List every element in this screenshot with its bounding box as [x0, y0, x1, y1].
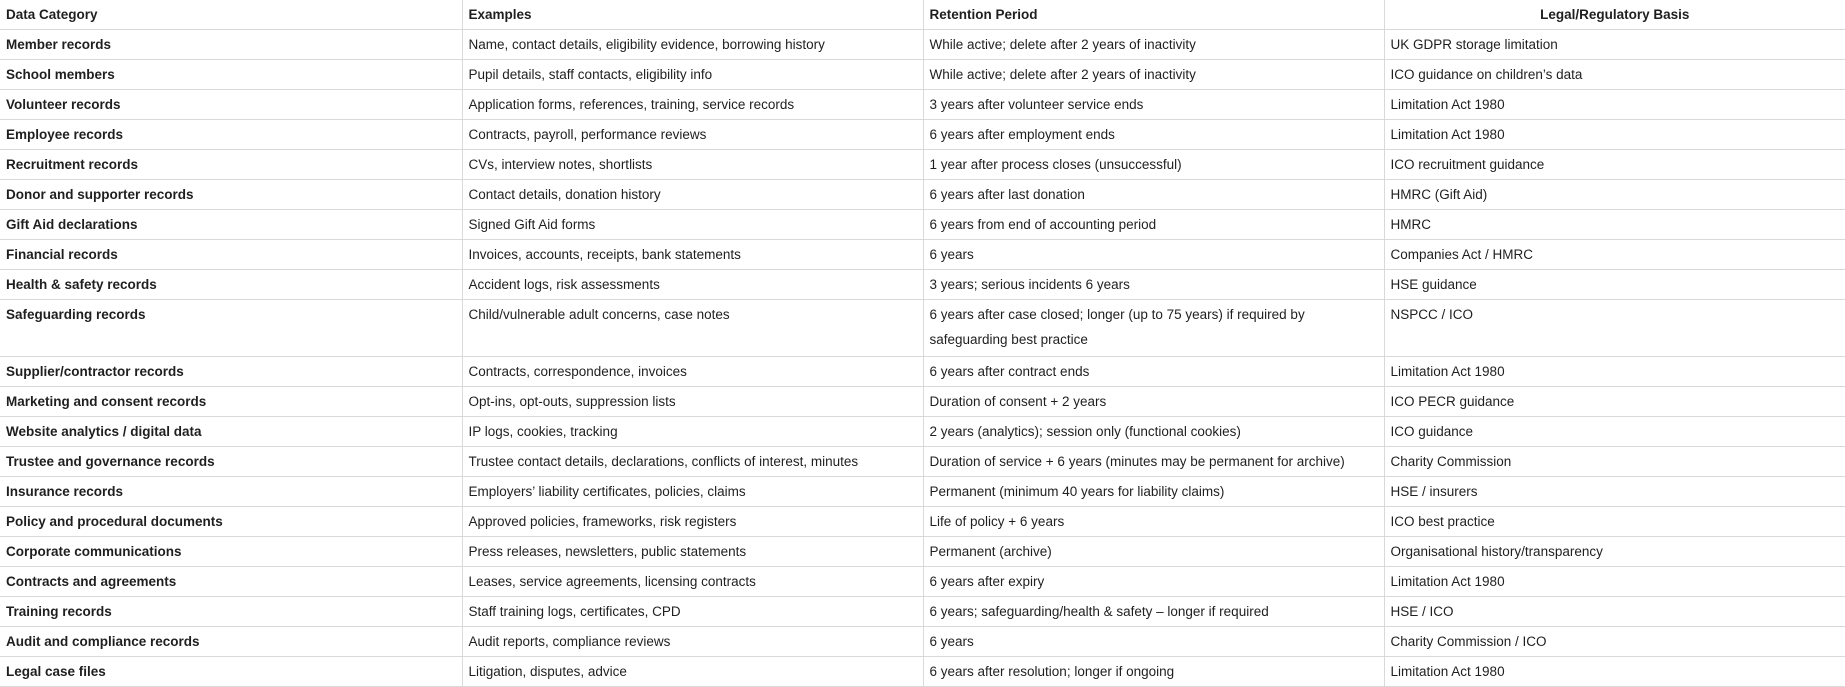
cell-category: Policy and procedural documents: [0, 507, 462, 537]
cell-examples: Accident logs, risk assessments: [462, 270, 923, 300]
cell-retention: While active; delete after 2 years of inactivity: [923, 60, 1384, 90]
cell-examples: CVs, interview notes, shortlists: [462, 150, 923, 180]
cell-retention: 6 years; safeguarding/health & safety – longer if required: [923, 597, 1384, 627]
cell-retention: 6 years after last donation: [923, 180, 1384, 210]
cell-retention: Duration of consent + 2 years: [923, 387, 1384, 417]
cell-category: Corporate communications: [0, 537, 462, 567]
cell-category: Insurance records: [0, 477, 462, 507]
table-row: [0, 120, 1845, 150]
cell-examples: Press releases, newsletters, public statements: [462, 537, 923, 567]
cell-basis: HSE / ICO: [1384, 597, 1845, 627]
cell-retention: Duration of service + 6 years (minutes may be permanent for archive): [923, 447, 1384, 477]
cell-category: Safeguarding records: [0, 300, 462, 357]
cell-retention: 3 years after volunteer service ends: [923, 90, 1384, 120]
cell-retention: Permanent (archive): [923, 537, 1384, 567]
cell-category: Health & safety records: [0, 270, 462, 300]
cell-examples: Leases, service agreements, licensing contracts: [462, 567, 923, 597]
cell-retention: 6 years after employment ends: [923, 120, 1384, 150]
cell-examples: Audit reports, compliance reviews: [462, 627, 923, 657]
cell-retention: 1 year after process closes (unsuccessful): [923, 150, 1384, 180]
cell-examples: Approved policies, frameworks, risk registers: [462, 507, 923, 537]
cell-basis: Limitation Act 1980: [1384, 657, 1845, 687]
cell-basis: UK GDPR storage limitation: [1384, 30, 1845, 60]
cell-examples: Trustee contact details, declarations, conflicts of interest, minutes: [462, 447, 923, 477]
cell-basis: Charity Commission: [1384, 447, 1845, 477]
table-row: [0, 30, 1845, 60]
cell-category: Member records: [0, 30, 462, 60]
header-legal-basis: Legal/Regulatory Basis: [1384, 0, 1845, 30]
cell-basis: Organisational history/transparency: [1384, 537, 1845, 567]
cell-category: Trustee and governance records: [0, 447, 462, 477]
cell-category: Website analytics / digital data: [0, 417, 462, 447]
table-body: [0, 30, 1845, 687]
cell-examples: IP logs, cookies, tracking: [462, 417, 923, 447]
table-header: [0, 0, 1845, 30]
table-row: [0, 90, 1845, 120]
cell-examples: Opt-ins, opt-outs, suppression lists: [462, 387, 923, 417]
table-row: [0, 567, 1845, 597]
cell-basis: Limitation Act 1980: [1384, 567, 1845, 597]
header-data-category: Data Category: [0, 0, 462, 30]
table-row: [0, 180, 1845, 210]
cell-basis: ICO guidance: [1384, 417, 1845, 447]
table-row: [0, 447, 1845, 477]
table-row: [0, 300, 1845, 357]
cell-category: Legal case files: [0, 657, 462, 687]
header-examples: Examples: [462, 0, 923, 30]
table-row: [0, 150, 1845, 180]
cell-retention: 6 years after contract ends: [923, 357, 1384, 387]
cell-retention: 6 years: [923, 627, 1384, 657]
table-row: [0, 417, 1845, 447]
cell-basis: ICO recruitment guidance: [1384, 150, 1845, 180]
header-row: [0, 0, 1845, 30]
cell-category: Audit and compliance records: [0, 627, 462, 657]
cell-examples: Contracts, payroll, performance reviews: [462, 120, 923, 150]
cell-basis: Limitation Act 1980: [1384, 357, 1845, 387]
table-row: [0, 627, 1845, 657]
table-row: [0, 357, 1845, 387]
cell-retention: While active; delete after 2 years of inactivity: [923, 30, 1384, 60]
cell-examples: Invoices, accounts, receipts, bank statements: [462, 240, 923, 270]
cell-examples: Signed Gift Aid forms: [462, 210, 923, 240]
cell-retention: 3 years; serious incidents 6 years: [923, 270, 1384, 300]
cell-examples: Application forms, references, training, service records: [462, 90, 923, 120]
table-row: [0, 270, 1845, 300]
cell-retention: 6 years from end of accounting period: [923, 210, 1384, 240]
cell-basis: Companies Act / HMRC: [1384, 240, 1845, 270]
cell-examples: Child/vulnerable adult concerns, case notes: [462, 300, 923, 357]
cell-retention: Life of policy + 6 years: [923, 507, 1384, 537]
cell-basis: HSE guidance: [1384, 270, 1845, 300]
cell-basis: NSPCC / ICO: [1384, 300, 1845, 357]
table-row: [0, 210, 1845, 240]
cell-retention: Permanent (minimum 40 years for liability claims): [923, 477, 1384, 507]
table-row: [0, 240, 1845, 270]
cell-retention: 6 years after case closed; longer (up to 75 years) if required by safeguarding best practice: [923, 300, 1384, 357]
table-row: [0, 537, 1845, 567]
cell-examples: Contracts, correspondence, invoices: [462, 357, 923, 387]
table-row: [0, 597, 1845, 627]
cell-basis: ICO guidance on children’s data: [1384, 60, 1845, 90]
cell-category: Financial records: [0, 240, 462, 270]
cell-retention: 6 years: [923, 240, 1384, 270]
cell-category: Volunteer records: [0, 90, 462, 120]
cell-examples: Employers’ liability certificates, policies, claims: [462, 477, 923, 507]
cell-examples: Staff training logs, certificates, CPD: [462, 597, 923, 627]
cell-examples: Pupil details, staff contacts, eligibility info: [462, 60, 923, 90]
cell-category: Marketing and consent records: [0, 387, 462, 417]
cell-category: School members: [0, 60, 462, 90]
cell-basis: Limitation Act 1980: [1384, 120, 1845, 150]
cell-basis: Limitation Act 1980: [1384, 90, 1845, 120]
cell-basis: Charity Commission / ICO: [1384, 627, 1845, 657]
table-row: [0, 507, 1845, 537]
cell-examples: Contact details, donation history: [462, 180, 923, 210]
cell-retention: 6 years after resolution; longer if ongoing: [923, 657, 1384, 687]
cell-basis: HMRC (Gift Aid): [1384, 180, 1845, 210]
cell-examples: Name, contact details, eligibility evidence, borrowing history: [462, 30, 923, 60]
cell-retention: 2 years (analytics); session only (functional cookies): [923, 417, 1384, 447]
cell-category: Gift Aid declarations: [0, 210, 462, 240]
table-row: [0, 477, 1845, 507]
cell-category: Recruitment records: [0, 150, 462, 180]
cell-basis: HMRC: [1384, 210, 1845, 240]
cell-basis: HSE / insurers: [1384, 477, 1845, 507]
table-row: [0, 60, 1845, 90]
cell-basis: ICO PECR guidance: [1384, 387, 1845, 417]
cell-examples: Litigation, disputes, advice: [462, 657, 923, 687]
cell-category: Supplier/contractor records: [0, 357, 462, 387]
cell-basis: ICO best practice: [1384, 507, 1845, 537]
cell-retention: 6 years after expiry: [923, 567, 1384, 597]
header-retention-period: Retention Period: [923, 0, 1384, 30]
cell-category: Donor and supporter records: [0, 180, 462, 210]
table-row: [0, 387, 1845, 417]
cell-category: Employee records: [0, 120, 462, 150]
cell-category: Contracts and agreements: [0, 567, 462, 597]
cell-category: Training records: [0, 597, 462, 627]
table-row: [0, 657, 1845, 687]
